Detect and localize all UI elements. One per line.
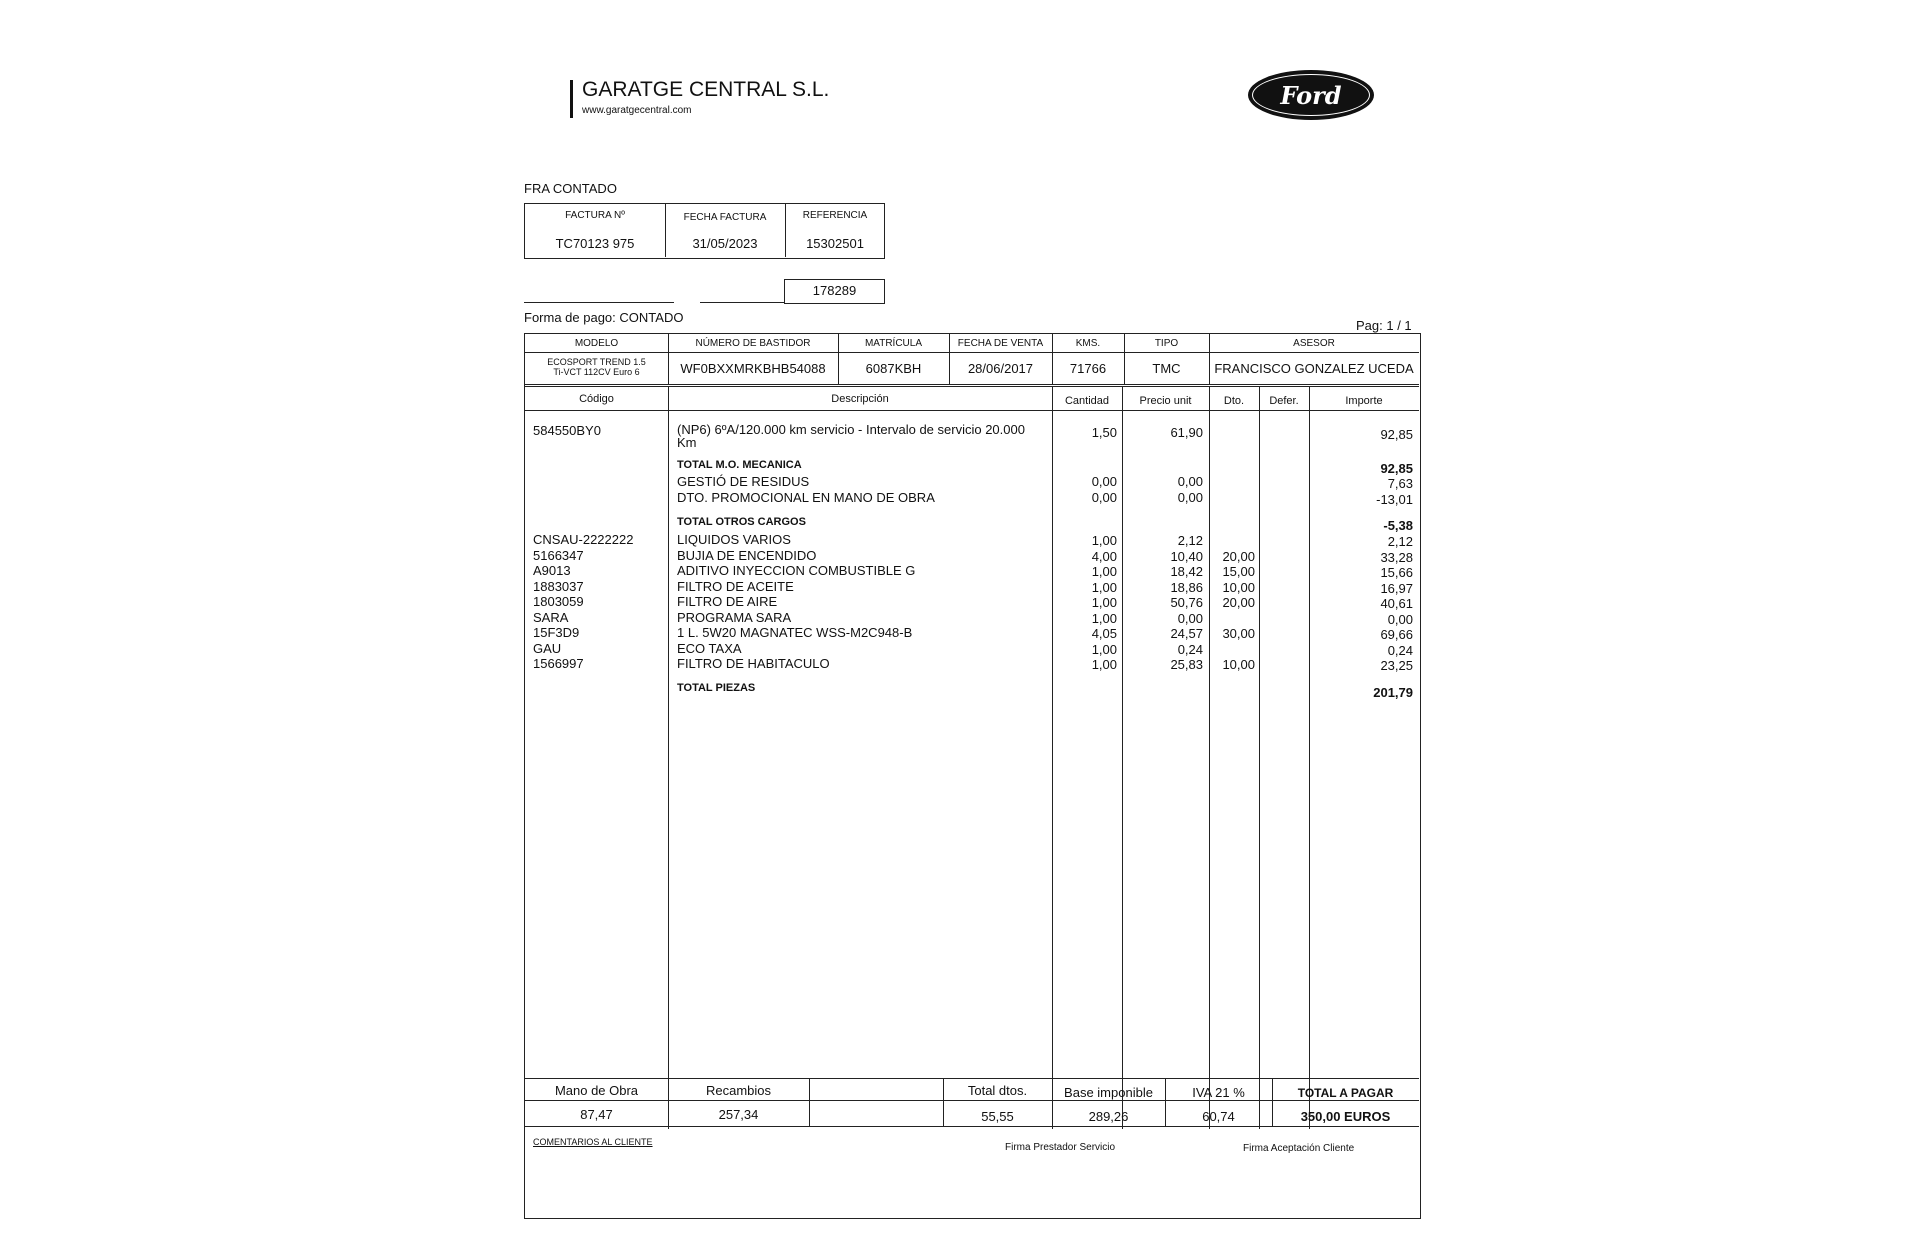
part-code: 5166347 xyxy=(533,547,584,563)
part-unit-price: 24,57 xyxy=(1170,626,1203,641)
labor-code: 584550BY0 xyxy=(533,423,601,438)
part-description: FILTRO DE HABITACULO xyxy=(677,656,830,671)
part-unit-price: 18,86 xyxy=(1170,579,1203,595)
part-code: CNSAU-2222222 xyxy=(533,532,634,547)
part-row xyxy=(525,532,1419,548)
part-description: 1 L. 5W20 MAGNATEC WSS-M2C948-B xyxy=(677,625,913,640)
items-unit-price-header: Precio unit xyxy=(1139,395,1192,407)
part-discount: 30,00 xyxy=(1222,626,1255,641)
items-amount-header: Importe xyxy=(1345,395,1383,407)
part-code: 1883037 xyxy=(533,578,584,594)
part-unit-price: 25,83 xyxy=(1170,657,1203,672)
other-charge-description: GESTIÓ DE RESIDUS xyxy=(677,474,810,489)
vehicle-kms: 71766 xyxy=(1069,361,1107,376)
invoice-reference-header: REFERENCIA xyxy=(802,210,868,221)
part-unit-price: 18,42 xyxy=(1170,564,1203,579)
totals-total: 350,00 EUROS xyxy=(1300,1109,1391,1124)
other-charge-unit-price: 0,00 xyxy=(1177,490,1203,505)
items-description-header: Descripción xyxy=(831,393,889,405)
part-row xyxy=(525,610,1419,626)
part-discount: 15,00 xyxy=(1222,564,1255,579)
totals-discounts: 55,55 xyxy=(981,1109,1014,1124)
part-amount: 0,00 xyxy=(1387,611,1413,627)
part-discount: 10,00 xyxy=(1222,657,1255,672)
other-charge-row xyxy=(525,474,1419,490)
part-amount: 23,25 xyxy=(1380,658,1413,673)
part-discount: 20,00 xyxy=(1222,595,1255,610)
part-code: GAU xyxy=(533,640,562,656)
ford-logo-text: Ford xyxy=(1280,80,1342,110)
invoice-number: TC70123 975 xyxy=(555,236,635,251)
part-description: FILTRO DE AIRE xyxy=(677,594,778,609)
labor-unit-price: 61,90 xyxy=(1170,425,1203,440)
company-name: GARATGE CENTRAL S.L. xyxy=(582,78,830,101)
part-qty: 1,00 xyxy=(1091,579,1117,595)
totals-total-label: TOTAL A PAGAR xyxy=(1297,1086,1394,1100)
part-discount: 10,00 xyxy=(1222,579,1255,595)
labor-total-label: TOTAL M.O. MECANICA xyxy=(677,459,802,471)
vehicle-plate: 6087KBH xyxy=(865,361,922,376)
invoice-date-header: FECHA FACTURA xyxy=(683,212,767,223)
part-qty: 1,00 xyxy=(1091,657,1117,672)
provider-signature-label: Firma Prestador Servicio xyxy=(1005,1142,1116,1153)
totals-parts: 257,34 xyxy=(718,1107,759,1122)
labor-description-line1: (NP6) 6ºA/120.000 km servicio - Intervalo de servicio 20.000 xyxy=(677,422,1025,437)
items-qty-header: Cantidad xyxy=(1064,395,1110,407)
vehicle-plate-header: MATRÍCULA xyxy=(864,338,923,349)
vehicle-type-header: TIPO xyxy=(1154,338,1179,349)
part-row xyxy=(525,594,1419,610)
part-amount: 40,61 xyxy=(1380,596,1413,611)
page-number: Pag: 1 / 1 xyxy=(1356,318,1412,333)
vehicle-model xyxy=(525,357,668,377)
part-qty: 4,05 xyxy=(1091,626,1117,641)
totals-base: 289,26 xyxy=(1088,1109,1129,1124)
part-amount: 15,66 xyxy=(1380,565,1413,580)
vehicle-model-header: MODELO xyxy=(574,338,619,349)
part-unit-price: 2,12 xyxy=(1177,533,1203,548)
part-qty: 1,00 xyxy=(1091,595,1117,610)
part-amount: 69,66 xyxy=(1380,627,1413,642)
vehicle-sale-date-header: FECHA DE VENTA xyxy=(957,338,1044,349)
part-row xyxy=(525,656,1419,672)
vehicle-model-line1: ECOSPORT TREND 1.5 xyxy=(547,357,646,367)
part-code: 15F3D9 xyxy=(533,625,580,640)
labor-amount: 92,85 xyxy=(1380,427,1413,442)
totals-labor: 87,47 xyxy=(580,1107,613,1122)
part-description: ADITIVO INYECCION COMBUSTIBLE G xyxy=(677,563,916,578)
other-charge-amount: 7,63 xyxy=(1387,476,1413,491)
part-row xyxy=(525,563,1419,579)
part-description: PROGRAMA SARA xyxy=(677,609,792,625)
part-description: BUJIA DE ENCENDIDO xyxy=(677,547,817,563)
ford-logo xyxy=(1248,70,1374,120)
payment-method xyxy=(524,310,683,325)
part-code: A9013 xyxy=(533,563,571,578)
vehicle-advisor: FRANCISCO GONZALEZ UCEDA xyxy=(1214,361,1414,376)
part-row xyxy=(525,625,1419,641)
invoice-box xyxy=(524,203,885,259)
totals-parts-label: Recambios xyxy=(705,1083,772,1098)
totals-labor-label: Mano de Obra xyxy=(554,1083,639,1098)
part-code: 1566997 xyxy=(533,656,584,671)
part-row xyxy=(525,548,1419,564)
part-amount: 33,28 xyxy=(1380,549,1413,565)
totals-vat: 60,74 xyxy=(1202,1109,1235,1124)
blank-line xyxy=(524,302,674,303)
part-unit-price: 0,00 xyxy=(1177,610,1203,626)
part-unit-price: 10,40 xyxy=(1170,548,1203,564)
invoice-reference: 15302501 xyxy=(806,236,864,251)
other-charge-amount: -13,01 xyxy=(1376,492,1413,507)
company-header xyxy=(570,78,870,120)
vehicle-advisor-header: ASESOR xyxy=(1293,338,1335,349)
comments-label: COMENTARIOS AL CLIENTE xyxy=(533,1137,653,1147)
part-description: ECO TAXA xyxy=(677,640,742,656)
labor-qty: 1,50 xyxy=(1091,425,1117,440)
vehicle-type: TMC xyxy=(1152,361,1181,376)
labor-description-line2: Km xyxy=(677,435,697,450)
part-amount: 16,97 xyxy=(1380,580,1413,596)
labor-total: 92,85 xyxy=(1380,461,1413,476)
blank-line xyxy=(700,302,784,303)
invoice-date: 31/05/2023 xyxy=(692,236,758,251)
part-amount: 0,24 xyxy=(1387,642,1413,658)
part-qty: 1,00 xyxy=(1091,610,1117,626)
other-charge-qty: 0,00 xyxy=(1091,490,1117,505)
part-description: FILTRO DE ACEITE xyxy=(677,578,794,594)
other-charge-row xyxy=(525,490,1419,506)
part-amount: 2,12 xyxy=(1387,534,1413,549)
part-discount: 20,00 xyxy=(1222,548,1255,564)
extra-number-box xyxy=(784,279,885,304)
parts-total-label: TOTAL PIEZAS xyxy=(677,682,756,694)
vehicle-kms-header: KMS. xyxy=(1075,338,1101,349)
client-signature-label: Firma Aceptación Cliente xyxy=(1243,1143,1355,1154)
vehicle-sale-date: 28/06/2017 xyxy=(967,361,1034,376)
part-qty: 1,00 xyxy=(1091,533,1117,548)
document-type: FRA CONTADO xyxy=(524,181,617,196)
part-qty: 4,00 xyxy=(1091,548,1117,564)
part-unit-price: 0,24 xyxy=(1177,641,1203,657)
payment-value: CONTADO xyxy=(619,310,684,325)
part-qty: 1,00 xyxy=(1091,641,1117,657)
items-discount-header: Dto. xyxy=(1223,395,1245,407)
part-qty: 1,00 xyxy=(1091,564,1117,579)
part-unit-price: 50,76 xyxy=(1170,595,1203,610)
extra-number: 178289 xyxy=(812,283,857,298)
other-charge-qty: 0,00 xyxy=(1091,474,1117,489)
company-website: www.garatgecentral.com xyxy=(582,105,692,116)
totals-base-label: Base imponible xyxy=(1064,1085,1153,1100)
part-row xyxy=(525,579,1419,595)
parts-total: 201,79 xyxy=(1373,685,1413,700)
invoice-number-header: FACTURA Nº xyxy=(565,210,625,221)
other-charge-description: DTO. PROMOCIONAL EN MANO DE OBRA xyxy=(677,490,935,505)
items-code-header: Código xyxy=(579,393,614,405)
totals-discounts-label: Total dtos. xyxy=(967,1083,1028,1098)
vehicle-vin: WF0BXXMRKBHB54088 xyxy=(680,361,826,376)
other-total: -5,38 xyxy=(1383,518,1413,533)
other-total-label: TOTAL OTROS CARGOS xyxy=(677,516,806,528)
totals-vat-label: IVA 21 % xyxy=(1192,1085,1245,1100)
other-charge-unit-price: 0,00 xyxy=(1177,474,1203,489)
vehicle-vin-header: NÚMERO DE BASTIDOR xyxy=(695,338,811,349)
part-description: LIQUIDOS VARIOS xyxy=(677,532,791,547)
part-row xyxy=(525,641,1419,657)
part-code: 1803059 xyxy=(533,594,584,609)
company-bar xyxy=(570,80,573,118)
vehicle-model-line2: Ti-VCT 112CV Euro 6 xyxy=(553,367,640,377)
payment-label: Forma de pago: xyxy=(524,310,616,325)
main-form xyxy=(524,333,1421,1219)
part-code: SARA xyxy=(533,609,569,625)
items-defer-header: Defer. xyxy=(1269,395,1299,407)
labor-description xyxy=(677,423,1049,449)
